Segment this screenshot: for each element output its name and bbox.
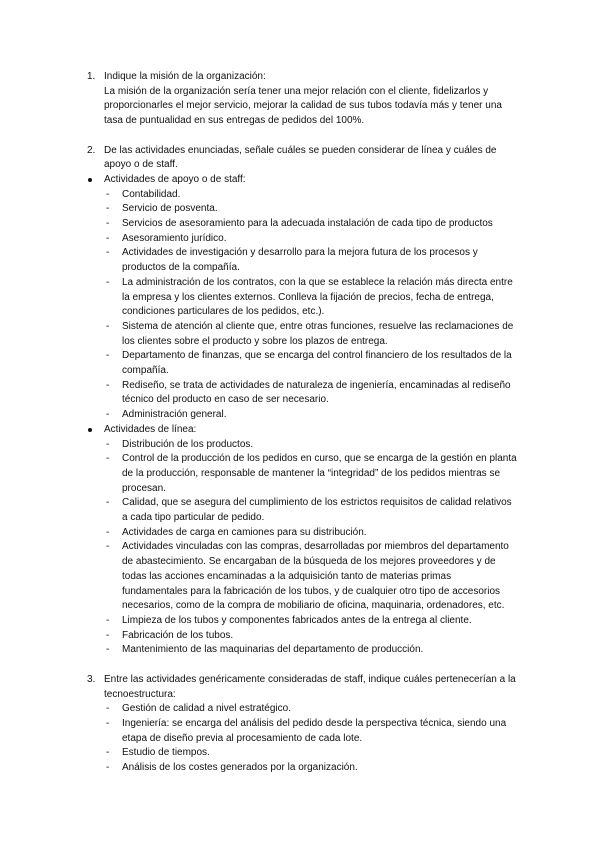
dash-marker: - xyxy=(106,526,110,538)
dash-marker: - xyxy=(106,541,110,553)
answer-text: La misión de la organización sería tener una mejor relación con el cliente, fidelizarlos y proporcionarles el mejor servicio, mejorar la calidad de sus tubos todavía más y tener una tasa de puntualidad en sus entregas de pedidos del 100%. xyxy=(104,85,502,127)
list-item xyxy=(0,702,517,717)
list-item-text: Actividades vinculadas con las compras, desarrolladas por miembros del departamento de abastecimiento. Se encargaban de la búsqueda de los mejores proveedores y de todas las acciones encaminadas a la adquisición tanto de materias primas fundamentales para la fabricación de los tubos, y de cualquier otro tipo de accesorios necesarios, como de la compra de mobiliario de oficina, maquinaria, ordenadores, etc. xyxy=(122,541,509,612)
question-text: Entre las actividades genéricamente consideradas de staff, indique cuáles pertenecerían a la tecnoestructura: xyxy=(104,673,516,700)
dash-marker: - xyxy=(106,717,110,729)
question-number: 3. xyxy=(87,673,96,685)
list-item xyxy=(0,496,517,525)
dash-marker: - xyxy=(106,409,110,421)
list-item xyxy=(0,452,517,496)
line-list xyxy=(0,438,600,659)
list-item xyxy=(0,188,517,203)
list-item xyxy=(0,746,517,761)
list-item xyxy=(0,614,517,629)
list-item-text: Asesoramiento jurídico. xyxy=(122,232,227,244)
list-item xyxy=(0,540,517,614)
dash-marker: - xyxy=(106,276,110,288)
dash-marker: - xyxy=(106,188,110,200)
dash-marker: - xyxy=(106,232,110,244)
list-item xyxy=(0,761,517,776)
list-item xyxy=(0,379,517,408)
dash-marker: - xyxy=(106,218,110,230)
list-item-text: Distribución de los productos. xyxy=(122,438,254,450)
list-item xyxy=(0,349,517,378)
question-number: 1. xyxy=(87,71,96,82)
dash-marker: - xyxy=(106,320,110,332)
list-item xyxy=(0,276,517,320)
list-item-text: Fabricación de los tubos. xyxy=(122,629,234,641)
list-item-text: Rediseño, se trata de actividades de naturaleza de ingeniería, encaminadas al rediseño técnico del producto en caso de ser necesario. xyxy=(122,379,511,406)
list-item xyxy=(0,408,517,423)
list-item xyxy=(0,246,517,275)
question-text: Indique la misión de la organización: xyxy=(104,71,266,82)
question-2 xyxy=(0,144,517,173)
list-item xyxy=(0,320,517,349)
dash-marker: - xyxy=(106,453,110,465)
list-item-text: Calidad, que se asegura del cumplimiento de los estrictos requisitos de calidad relativos a cada tipo particular de pedido. xyxy=(122,497,512,524)
list-item-text: Ingeniería: se encarga del análisis del pedido desde la perspectiva técnica, siendo una etapa de diseño previa al procesamiento de cada lote. xyxy=(122,717,507,744)
dash-marker: - xyxy=(106,438,110,450)
question-3 xyxy=(0,673,517,702)
staff-title: Actividades de apoyo o de staff: xyxy=(104,173,246,185)
list-item xyxy=(0,202,517,217)
list-item xyxy=(0,717,517,746)
list-item-text: Gestión de calidad a nivel estratégico. xyxy=(122,703,291,715)
dash-marker: - xyxy=(106,350,110,362)
dash-marker: - xyxy=(106,203,110,215)
list-item-text: Actividades de investigación y desarrollo para la mejora futura de los procesos y productos de la compañía. xyxy=(122,247,478,274)
list-item xyxy=(0,217,517,232)
staff-heading xyxy=(0,173,517,188)
staff-list xyxy=(0,188,600,423)
question-number: 2. xyxy=(87,144,96,156)
list-item xyxy=(0,232,517,247)
list-item-text: Administración general. xyxy=(122,409,227,421)
list-item xyxy=(0,643,517,658)
dash-marker: - xyxy=(106,747,110,759)
list-item-text: Sistema de atención al cliente que, entre otras funciones, resuelve las reclamaciones de los clientes sobre el producto y sobre los plazos de entrega. xyxy=(122,320,514,347)
dash-marker: - xyxy=(106,644,110,656)
list-item-text: Actividades de carga en camiones para su distribución. xyxy=(122,526,367,538)
dash-marker: - xyxy=(106,497,110,509)
dash-marker: - xyxy=(106,379,110,391)
question-text: De las actividades enunciadas, señale cuáles se pueden considerar de línea y cuáles de apoyo o de staff. xyxy=(104,144,497,171)
list-item-text: Departamento de finanzas, que se encarga del control financiero de los resultados de la compañía. xyxy=(122,350,512,377)
bullet-icon xyxy=(88,178,92,182)
dash-marker: - xyxy=(106,247,110,259)
list-item-text: Limpieza de los tubos y componentes fabricados antes de la entrega al cliente. xyxy=(122,615,472,626)
document-page xyxy=(0,70,600,776)
list-item-text: Servicios de asesoramiento para la adecuada instalación de cada tipo de productos xyxy=(122,218,493,230)
list-item-text: Análisis de los costes generados por la organización. xyxy=(122,762,358,774)
list-item xyxy=(0,438,517,453)
line-title: Actividades de línea: xyxy=(104,423,197,435)
list-item-text: Servicio de posventa. xyxy=(122,203,218,215)
list-item xyxy=(0,526,517,541)
dash-marker: - xyxy=(106,629,110,641)
dash-marker: - xyxy=(106,762,110,774)
list-item-text: La administración de los contratos, con la que se establece la relación más directa entre la empresa y los clientes externos. Conlleva la fijación de precios, fecha de entrega, condiciones particulares de los pedidos, etc.). xyxy=(122,276,513,318)
line-heading xyxy=(0,423,517,438)
dash-marker: - xyxy=(106,615,110,626)
question-1 xyxy=(0,70,517,129)
dash-marker: - xyxy=(106,703,110,715)
tecnoestructura-list xyxy=(0,702,600,776)
list-item xyxy=(0,629,517,644)
bullet-icon xyxy=(88,428,92,432)
list-item-text: Estudio de tiempos. xyxy=(122,747,210,759)
list-item-text: Mantenimiento de las maquinarias del departamento de producción. xyxy=(122,644,424,656)
list-item-text: Contabilidad. xyxy=(122,188,181,200)
list-item-text: Control de la producción de los pedidos en curso, que se encarga de la gestión en planta de la producción, responsable de mantener la “integridad” de los pedidos mientras se procesan. xyxy=(122,453,517,494)
